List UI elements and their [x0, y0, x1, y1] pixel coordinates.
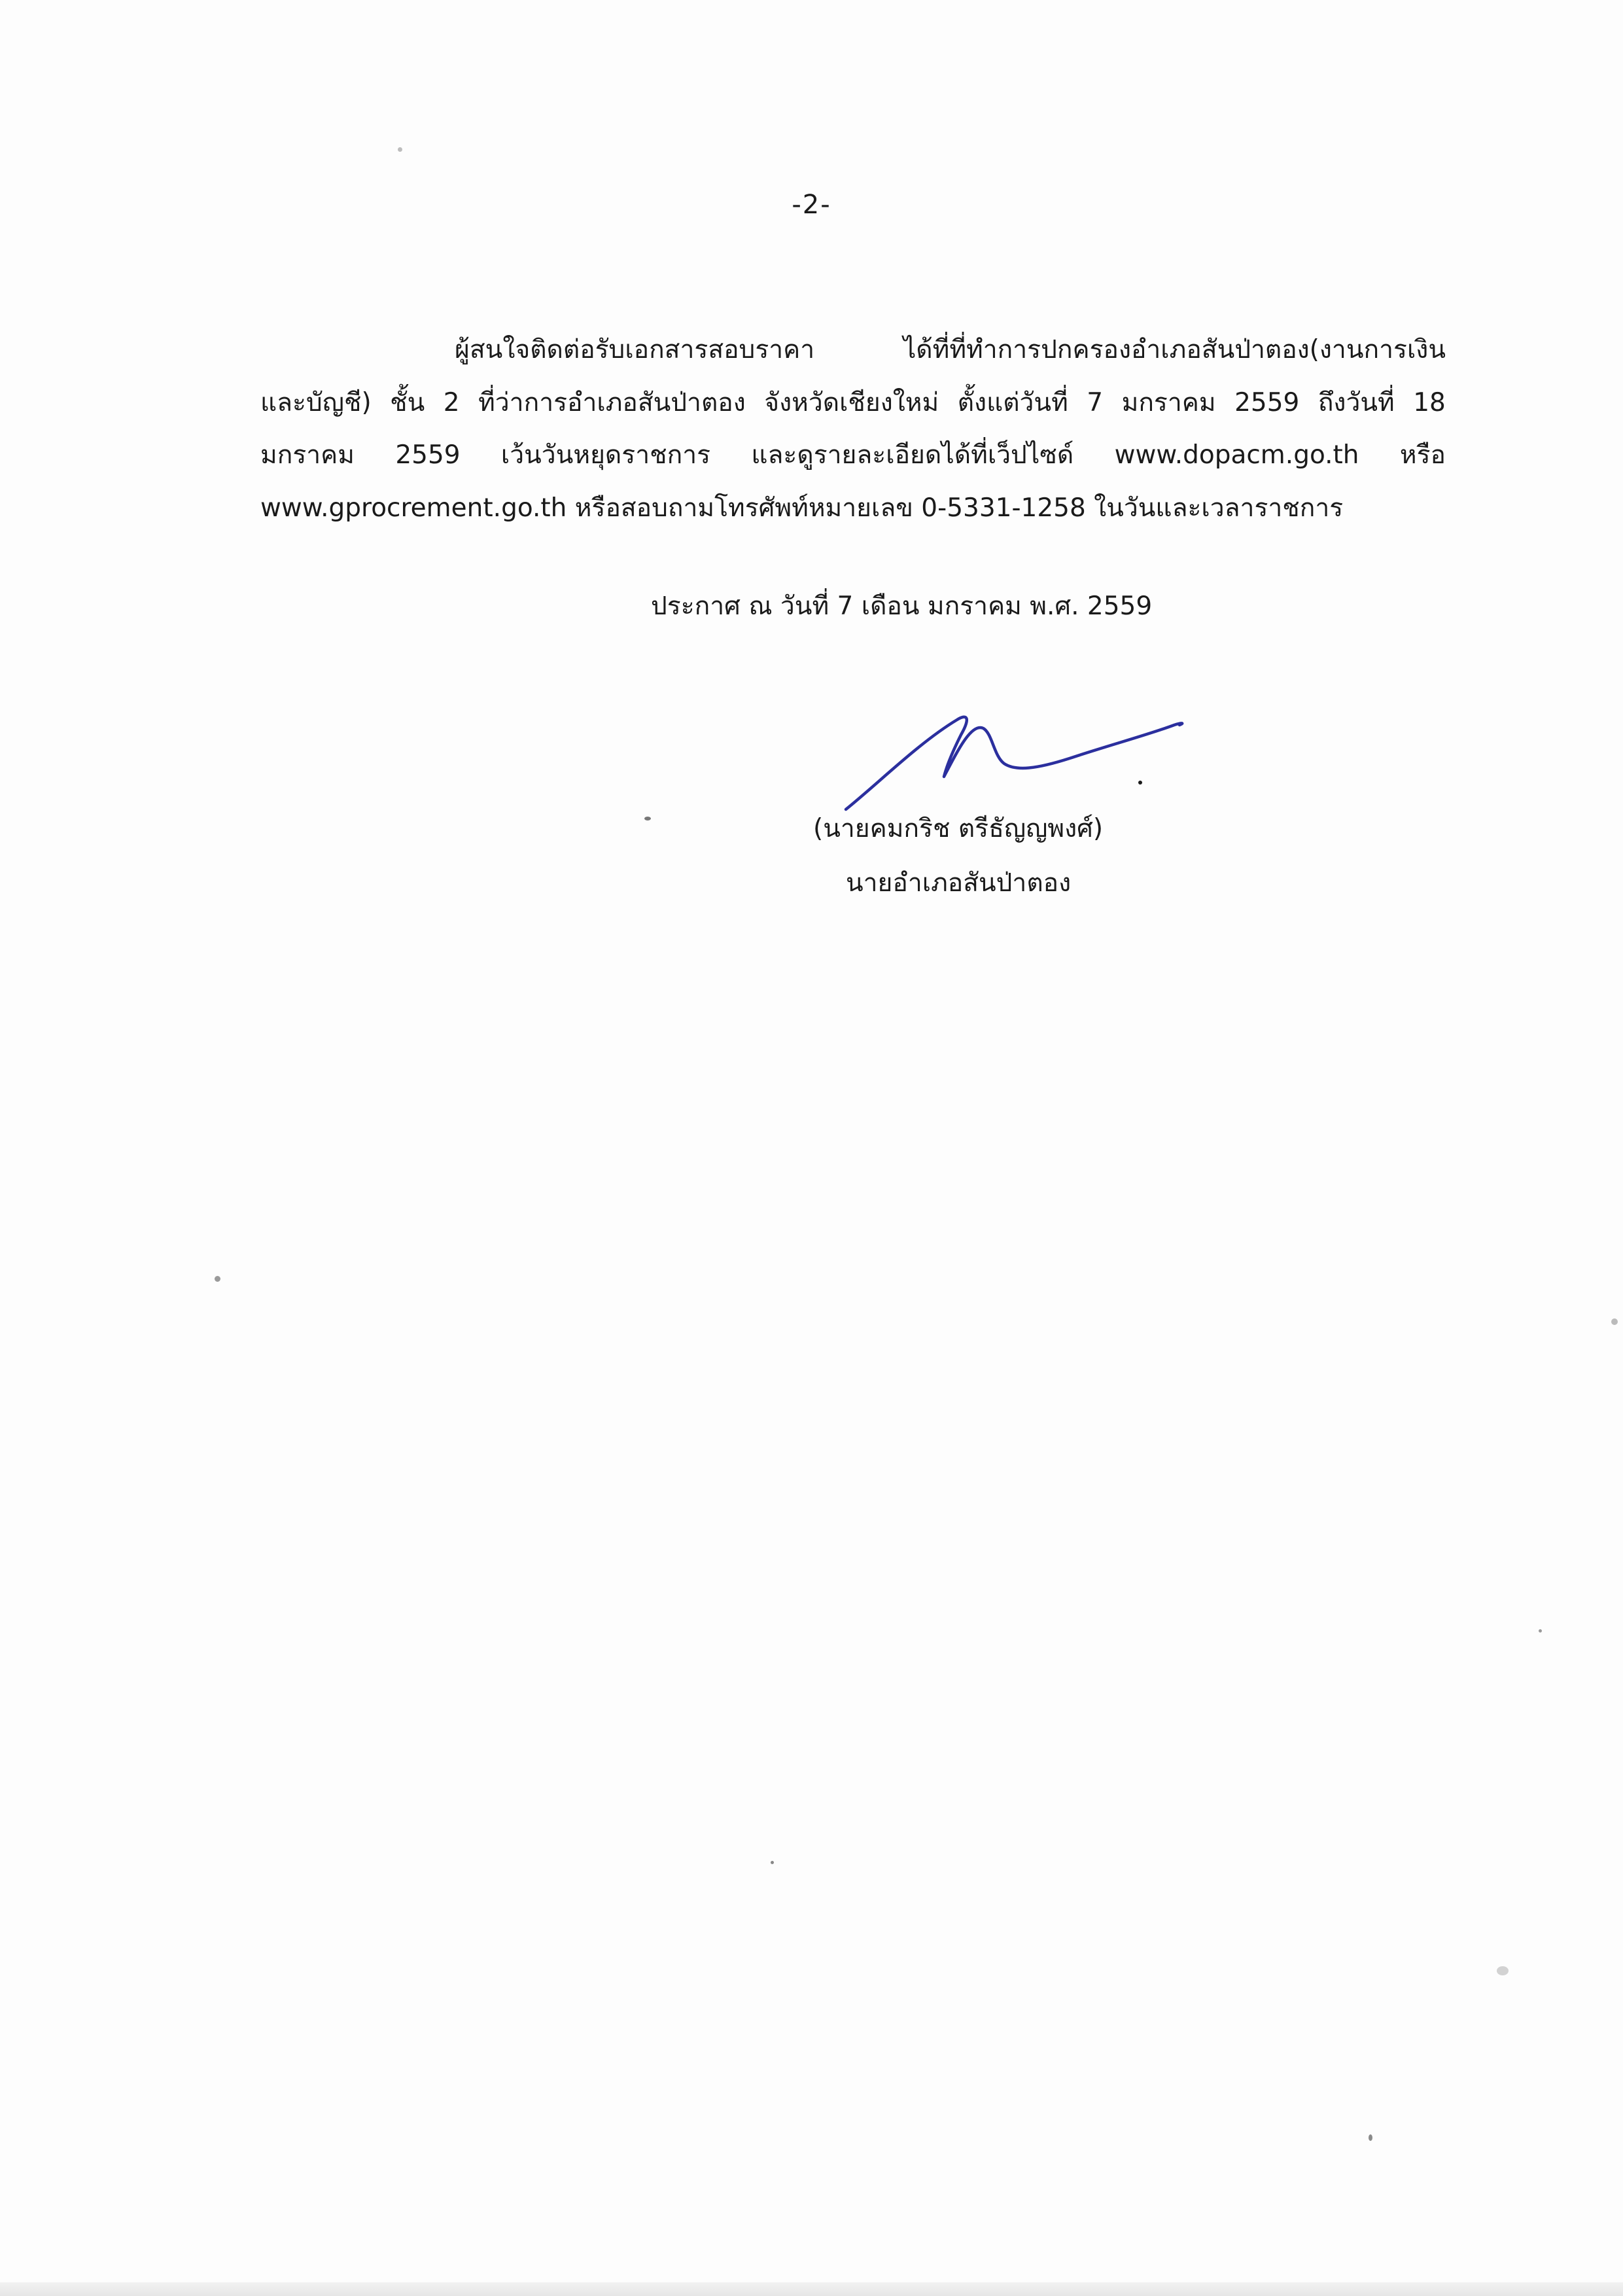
paragraph-word: 7 — [1087, 388, 1104, 417]
website-link-text: www.dopacm.go.th — [1114, 440, 1359, 470]
paragraph-word: มกราคม — [1121, 388, 1216, 417]
paragraph-word: จังหวัดเชียงใหม่ — [764, 388, 939, 417]
paragraph-word: ได้ที่ที่ทำการปกครองอำเภอสันป่าตอง(งานการเงิน — [903, 335, 1446, 364]
signer-name: (นายคมกริช ตรีธัญญพงศ์) — [813, 814, 1104, 843]
scan-speck — [771, 1861, 774, 1864]
paragraph-word: และดูรายละเอียดได้ที่เว็ปไซด์ — [751, 440, 1074, 470]
announcement-date: ประกาศ ณ วันที่ 7 เดือน มกราคม พ.ศ. 2559 — [651, 592, 1153, 621]
paragraph-word: หรือ — [1399, 440, 1446, 470]
signer-title: นายอำเภอสันป่าตอง — [846, 868, 1072, 898]
paragraph-line-3 — [260, 442, 1446, 468]
scan-speck — [398, 147, 402, 152]
paragraph-line-2 — [260, 390, 1446, 415]
paragraph-word: ชั้น — [390, 388, 425, 417]
paragraph-line-1 — [455, 337, 1446, 362]
scan-speck — [1497, 1966, 1509, 1975]
scan-speck — [215, 1276, 220, 1282]
paragraph-word: และบัญชี) — [260, 388, 372, 417]
scan-speck — [1611, 1318, 1618, 1325]
paragraph-word: ตั้งแต่วันที่ — [957, 388, 1068, 417]
paragraph-word: 2 — [443, 388, 460, 417]
paragraph-word: ถึงวันที่ — [1318, 388, 1395, 417]
paragraph-word: ผู้สนใจติดต่อรับเอกสารสอบราคา — [455, 335, 815, 364]
paragraph-word: 18 — [1413, 388, 1446, 417]
paragraph-word: เว้นวันหยุดราชการ — [500, 440, 711, 470]
scan-speck — [1369, 2134, 1372, 2141]
scan-speck — [644, 817, 651, 821]
scan-bottom-edge — [0, 2282, 1623, 2296]
handwritten-signature — [841, 703, 1194, 815]
paragraph-line-4: www.gprocrement.go.th หรือสอบถามโทรศัพท์หมายเลข 0-5331-1258 ในวันและเวลาราชการ — [260, 493, 1344, 523]
paragraph-word: 2559 — [395, 440, 461, 470]
page-number: -2- — [792, 190, 831, 220]
scan-speck — [1539, 1629, 1542, 1633]
paragraph-word: มกราคม — [260, 440, 355, 470]
paragraph-word: ที่ว่าการอำเภอสันป่าตอง — [478, 388, 746, 417]
paragraph-word: 2559 — [1234, 388, 1300, 417]
